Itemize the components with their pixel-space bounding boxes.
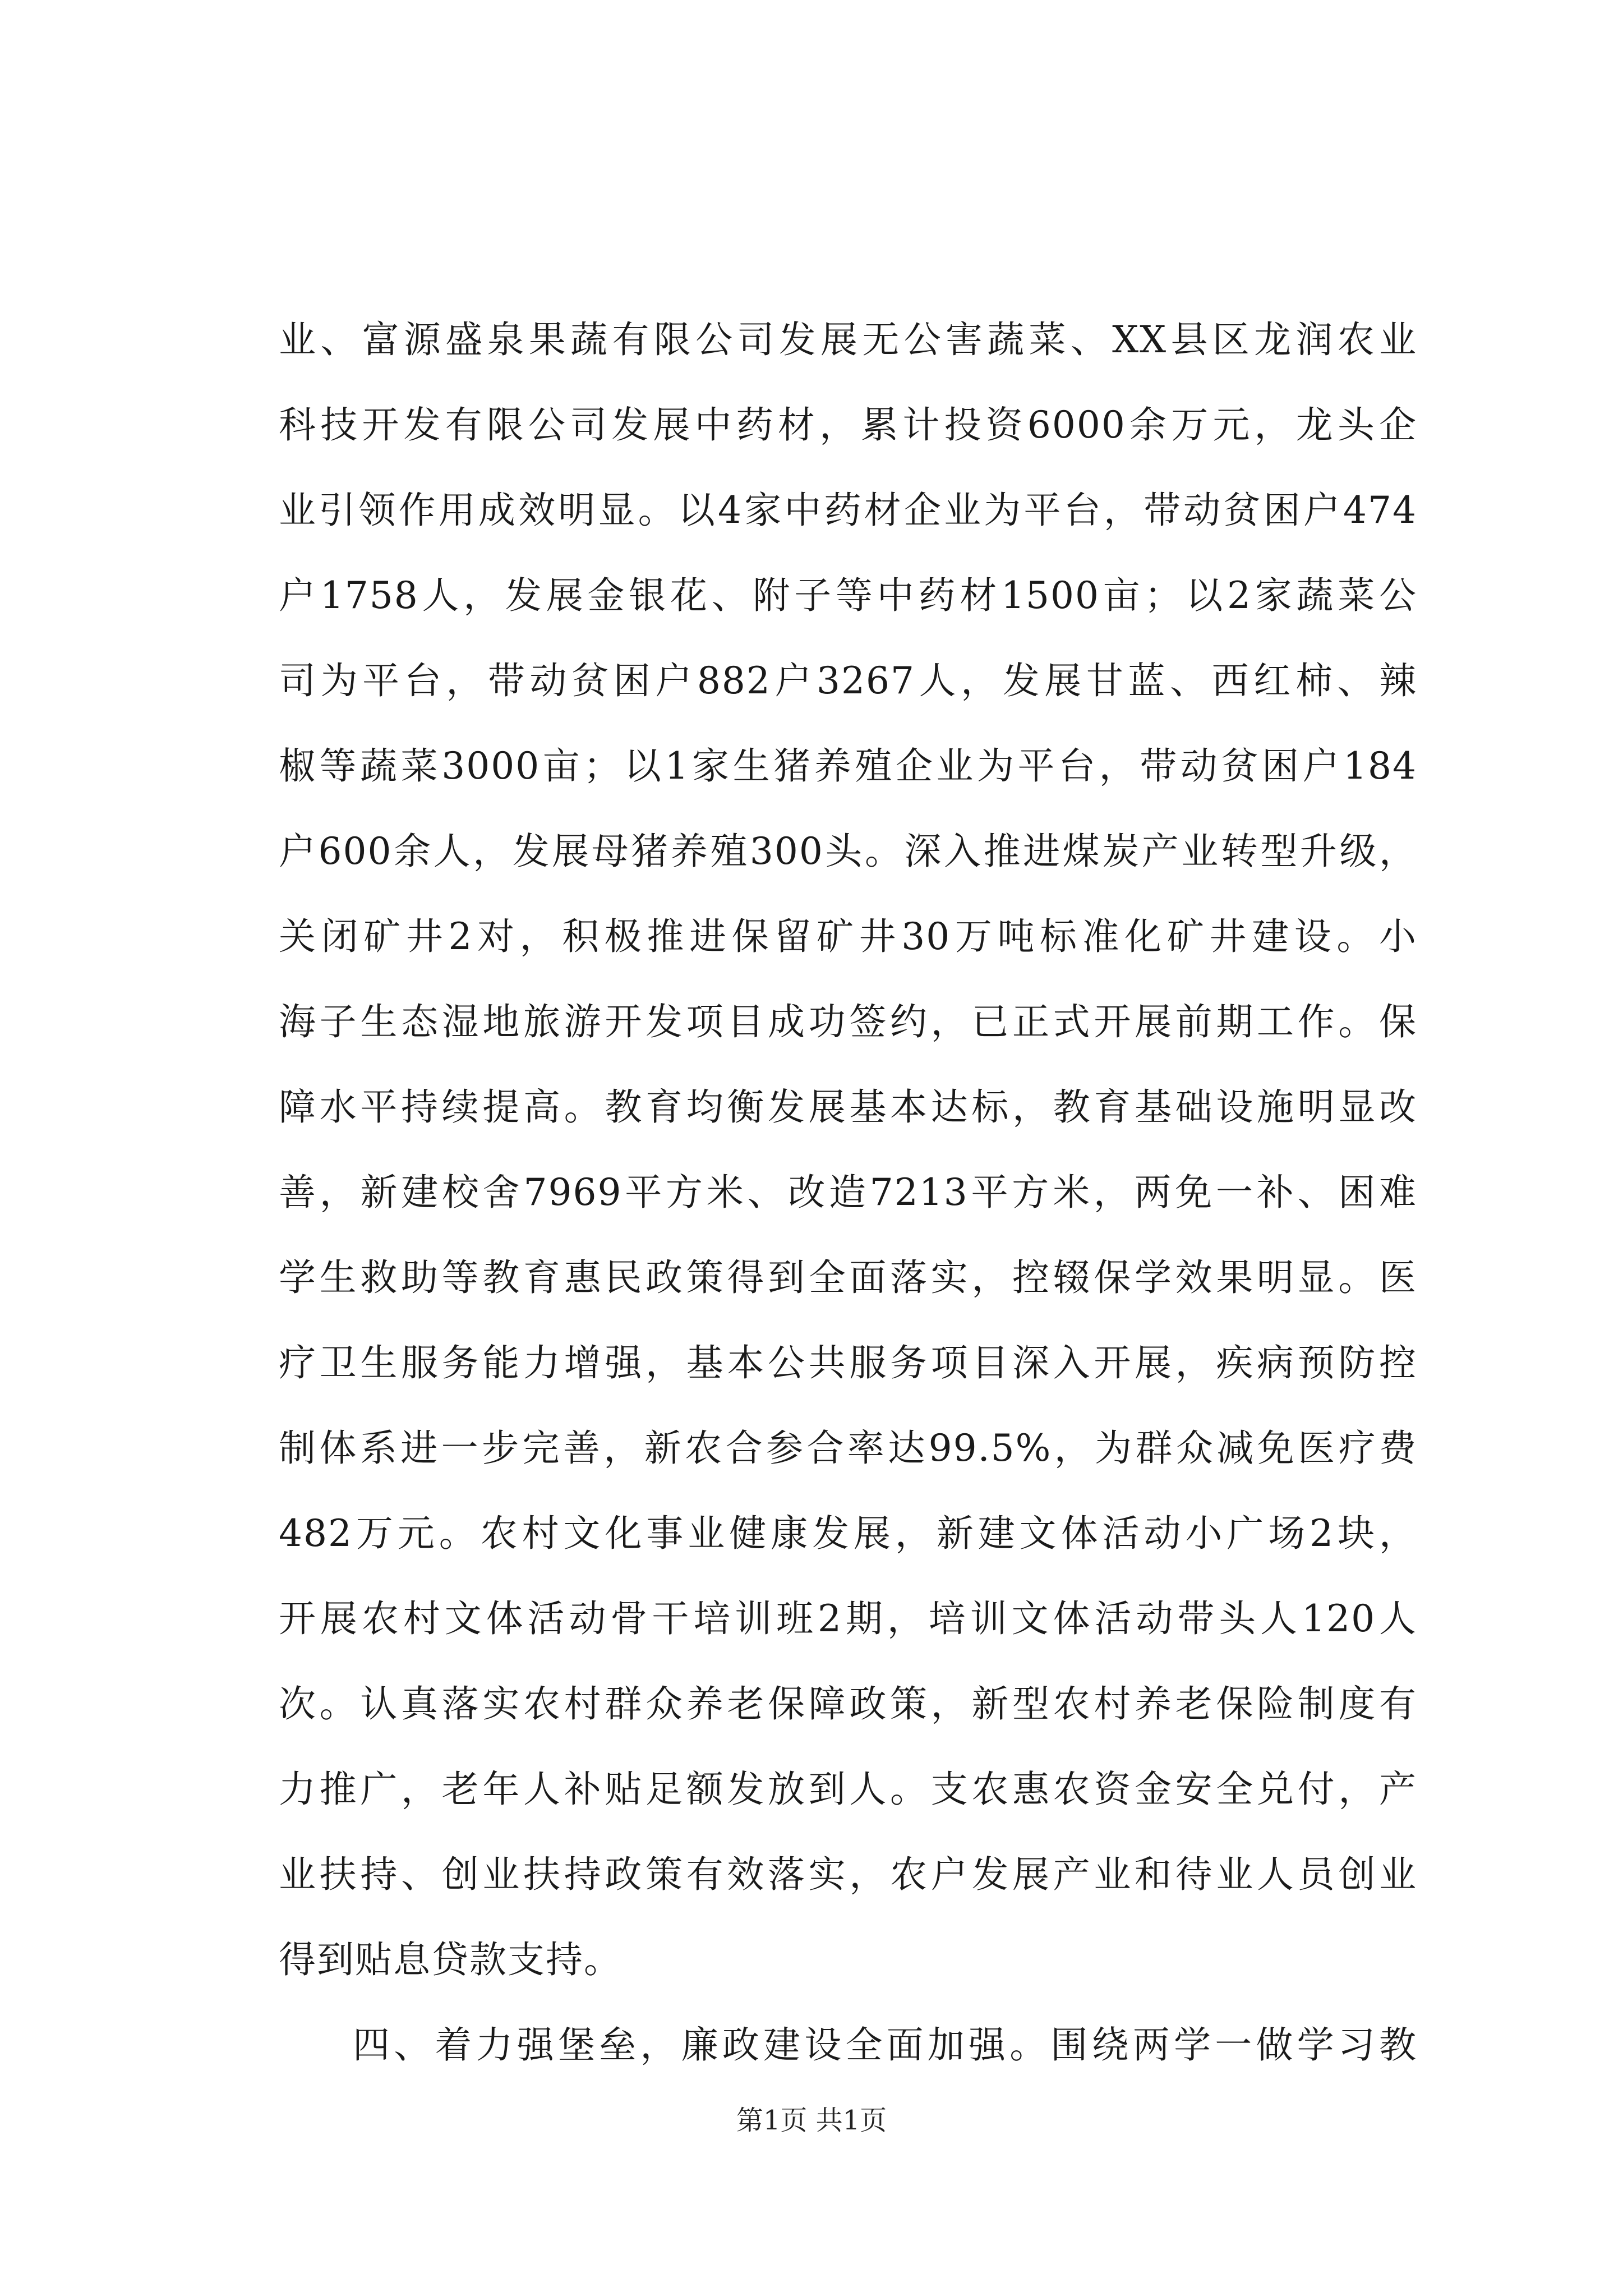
text-line: 海子生态湿地旅游开发项目成功签约，已正式开展前期工作。保 <box>279 1000 1417 1043</box>
text-line: 科技开发有限公司发展中药材，累计投资6000余万元，龙头企 <box>279 403 1417 447</box>
text-line: 椒等蔬菜3000亩；以1家生猪养殖企业为平台，带动贫困户184 <box>279 744 1417 788</box>
text-line: 次。认真落实农村群众养老保障政策，新型农村养老保险制度有 <box>279 1682 1417 1726</box>
text-line: 482万元。农村文化事业健康发展，新建文体活动小广场2块， <box>279 1512 1417 1555</box>
text-line: 疗卫生服务能力增强，基本公共服务项目深入开展，疾病预防控 <box>279 1341 1417 1384</box>
text-line: 学生救助等教育惠民政策得到全面落实，控辍保学效果明显。医 <box>279 1256 1417 1299</box>
text-line: 司为平台，带动贫困户882户3267人，发展甘蓝、西红柿、辣 <box>279 659 1417 702</box>
paragraph-start-line: 四、着力强堡垒，廉政建设全面加强。围绕两学一做学习教 <box>353 2023 1417 2067</box>
text-line: 户1758人，发展金银花、附子等中药材1500亩；以2家蔬菜公 <box>279 574 1417 617</box>
text-line: 业、富源盛泉果蔬有限公司发展无公害蔬菜、XX县区龙润农业 <box>279 318 1417 361</box>
text-line: 开展农村文体活动骨干培训班2期，培训文体活动带头人120人 <box>279 1597 1417 1640</box>
text-line: 业引领作用成效明显。以4家中药材企业为平台，带动贫困户474 <box>279 489 1417 532</box>
text-line: 得到贴息贷款支持。 <box>279 1938 622 1981</box>
page-footer: 第1页 共1页 <box>736 2105 887 2136</box>
text-line: 制体系进一步完善，新农合参合率达99.5%，为群众减免医疗费 <box>279 1427 1417 1470</box>
text-line: 力推广，老年人补贴足额发放到人。支农惠农资金安全兑付，产 <box>279 1768 1417 1811</box>
body-text <box>279 297 1417 2088</box>
text-line: 障水平持续提高。教育均衡发展基本达标，教育基础设施明显改 <box>279 1085 1417 1129</box>
text-line: 关闭矿井2对，积极推进保留矿井30万吨标准化矿井建设。小 <box>279 915 1417 958</box>
text-line: 业扶持、创业扶持政策有效落实，农户发展产业和待业人员创业 <box>279 1853 1417 1896</box>
text-line: 户600余人，发展母猪养殖300头。深入推进煤炭产业转型升级， <box>279 830 1417 873</box>
text-line: 善，新建校舍7969平方米、改造7213平方米，两免一补、困难 <box>279 1171 1417 1214</box>
